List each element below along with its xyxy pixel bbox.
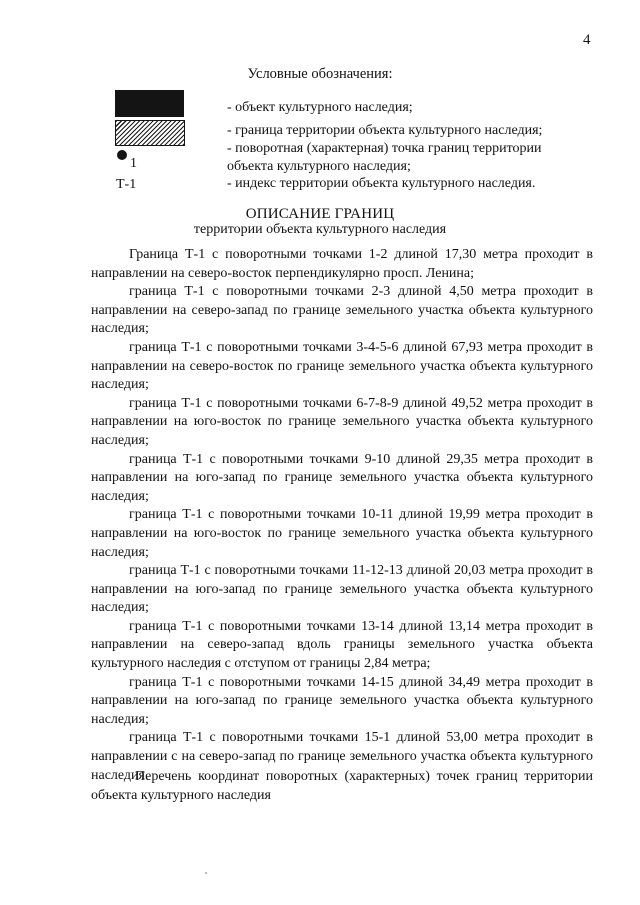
boundary-paragraph: Граница Т-1 с поворотными точками 1-2 длиной 17,30 метра проходит в направлении на северо-восток перпендикулярно просп. Ленина; bbox=[91, 247, 593, 281]
territory-index-symbol: Т-1 bbox=[116, 177, 137, 192]
coordinates-list-caption: Перечень координат поворотных (характерных) точек границ территории объекта культурного наследия bbox=[91, 769, 593, 803]
legend-item-object: - объект культурного наследия; bbox=[227, 100, 413, 115]
section-title: ОПИСАНИЕ ГРАНИЦ bbox=[245, 206, 395, 222]
legend-item-turning-point: - поворотная (характерная) точка границ территории объекта культурного наследия; bbox=[227, 141, 542, 174]
legend-item-index: - индекс территории объекта культурного наследия. bbox=[227, 176, 536, 191]
boundary-paragraph: граница Т-1 с поворотными точками 11-12-13 длиной 20,03 метра проходит в направлении на юго-запад по границе земельного участка объекта культурного наследия; bbox=[91, 563, 593, 616]
boundary-paragraph: граница Т-1 с поворотными точками 6-7-8-9 длиной 49,52 метра проходит в направлении на юго-восток по границе земельного участка объекта культурного наследия; bbox=[91, 395, 593, 448]
territory-boundary-symbol bbox=[115, 120, 185, 146]
boundary-paragraph: граница Т-1 с поворотными точками 10-11 длиной 19,99 метра проходит в направлении на юго-восток по границе земельного участка объекта культурного наследия; bbox=[91, 507, 593, 560]
boundary-paragraph: граница Т-1 с поворотными точками 9-10 длиной 29,35 метра проходит в направлении на юго-запад по границе земельного участка объекта культурного наследия; bbox=[91, 451, 593, 504]
boundary-paragraph: граница Т-1 с поворотными точками 3-4-5-6 длиной 67,93 метра проходит в направлении на северо-восток по границе земельного участка объекта культурного наследия; bbox=[91, 339, 593, 393]
scan-speck bbox=[205, 872, 207, 874]
section-subtitle: территории объекта культурного наследия bbox=[193, 222, 447, 237]
turning-point-symbol bbox=[117, 150, 127, 160]
boundary-paragraph: граница Т-1 с поворотными точками 13-14 длиной 13,14 метра проходит в направлении на северо-запад вдоль границы земельного участка объекта культурного наследия с отступом от границы 2,84 метра; bbox=[91, 618, 593, 672]
boundary-paragraph: граница Т-1 с поворотными точками 15-1 длиной 53,00 метра проходит в направлении с на северо-запад по границе земельного участка объекта культурного наследия. bbox=[91, 730, 593, 783]
cultural-heritage-object-symbol bbox=[115, 90, 184, 117]
page-number: 4 bbox=[583, 32, 591, 48]
legend-title: Условные обозначения: bbox=[247, 66, 393, 82]
boundary-paragraph: граница Т-1 с поворотными точками 2-3 длиной 4,50 метра проходит в направлении на северо-запад по границе земельного участка объекта культурного наследия; bbox=[91, 284, 593, 337]
boundary-paragraph: граница Т-1 с поворотными точками 14-15 длиной 34,49 метра проходит в направлении на юго-запад по границе земельного участка объекта культурного наследия; bbox=[91, 674, 593, 727]
turning-point-number: 1 bbox=[130, 156, 137, 171]
boundary-descriptions bbox=[91, 246, 593, 785]
legend-item-boundary: - граница территории объекта культурного наследия; bbox=[227, 123, 543, 138]
